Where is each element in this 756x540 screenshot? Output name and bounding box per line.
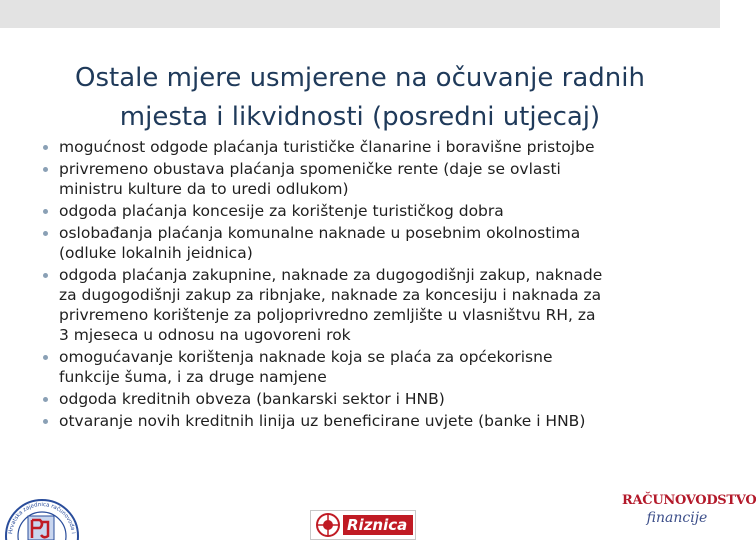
bullet-text-line: privremeno korištenje za poljoprivredno zemljište u vlasništvu RH, za — [59, 306, 596, 324]
bullet-text-line: mogućnost odgode plaćanja turističke članarine i boravišne pristojbe — [59, 138, 595, 156]
riznica-logo-text: Riznica — [343, 515, 413, 535]
riznica-emblem-icon — [315, 512, 341, 538]
bullet-dot-icon — [43, 167, 48, 172]
slide-title — [40, 59, 680, 137]
seal-text: Hrvatska zajednica računovođa i — [8, 501, 76, 535]
bullet-text-line: odgoda plaćanja zakupnine, naknade za dugogodišnji zakup, naknade — [59, 266, 603, 284]
bullet-dot-icon — [43, 419, 48, 424]
bullet-text-line: oslobađanja plaćanja komunalne naknade u posebnim okolnostima — [59, 224, 581, 242]
bullet-item — [40, 265, 690, 345]
bullet-dot-icon — [43, 231, 48, 236]
riznica-logo — [310, 510, 416, 540]
bullet-dot-icon — [43, 273, 48, 278]
bullet-item — [40, 389, 690, 409]
bullet-dot-icon — [43, 145, 48, 150]
bullet-item — [40, 159, 690, 199]
bullet-item — [40, 347, 690, 387]
bullet-text-line: ministru kulture da to uredi odlukom) — [59, 180, 349, 198]
bullet-text-line: odgoda kreditnih obveza (bankarski sektor i HNB) — [59, 390, 445, 408]
financije-text: financije — [646, 510, 708, 526]
bullet-item — [40, 223, 690, 263]
slide-title-line: Ostale mjere usmjerene na očuvanje radnih — [75, 63, 645, 94]
bullet-dot-icon — [43, 209, 48, 214]
racunovodstvo-text: RAČUNOVODSTVO — [622, 493, 756, 508]
bullet-dot-icon — [43, 397, 48, 402]
bullet-list — [40, 137, 690, 433]
bullet-text-line: (odluke lokalnih jeidnica) — [59, 244, 253, 262]
bullet-item — [40, 201, 690, 221]
bullet-item — [40, 411, 690, 431]
bullet-text-line: otvaranje novih kreditnih linija uz beneficirane uvjete (banke i HNB) — [59, 412, 586, 430]
bullet-text-line: za dugogodišnji zakup za ribnjake, naknade za koncesiju i naknada za — [59, 286, 602, 304]
top-bar — [0, 0, 720, 28]
slide-title-line: mjesta i likvidnosti (posredni utjecaj) — [119, 102, 601, 133]
racunovodstvo-financije-logo — [622, 493, 756, 537]
bullet-text-line: odgoda plaćanja koncesije za korištenje turističkog dobra — [59, 202, 504, 220]
bullet-text-line: privremeno obustava plaćanja spomeničke rente (daje se ovlasti — [59, 160, 561, 178]
bullet-dot-icon — [43, 355, 48, 360]
bullet-text-line: 3 mjeseca u odnosu na ugovoreni rok — [59, 326, 351, 344]
bullet-item — [40, 137, 690, 157]
bullet-text-line: omogućavanje korištenja naknade koja se plaća za općekorisne — [59, 348, 553, 366]
bullet-text-line: funkcije šuma, i za druge namjene — [59, 368, 327, 386]
association-seal-logo — [0, 466, 80, 540]
